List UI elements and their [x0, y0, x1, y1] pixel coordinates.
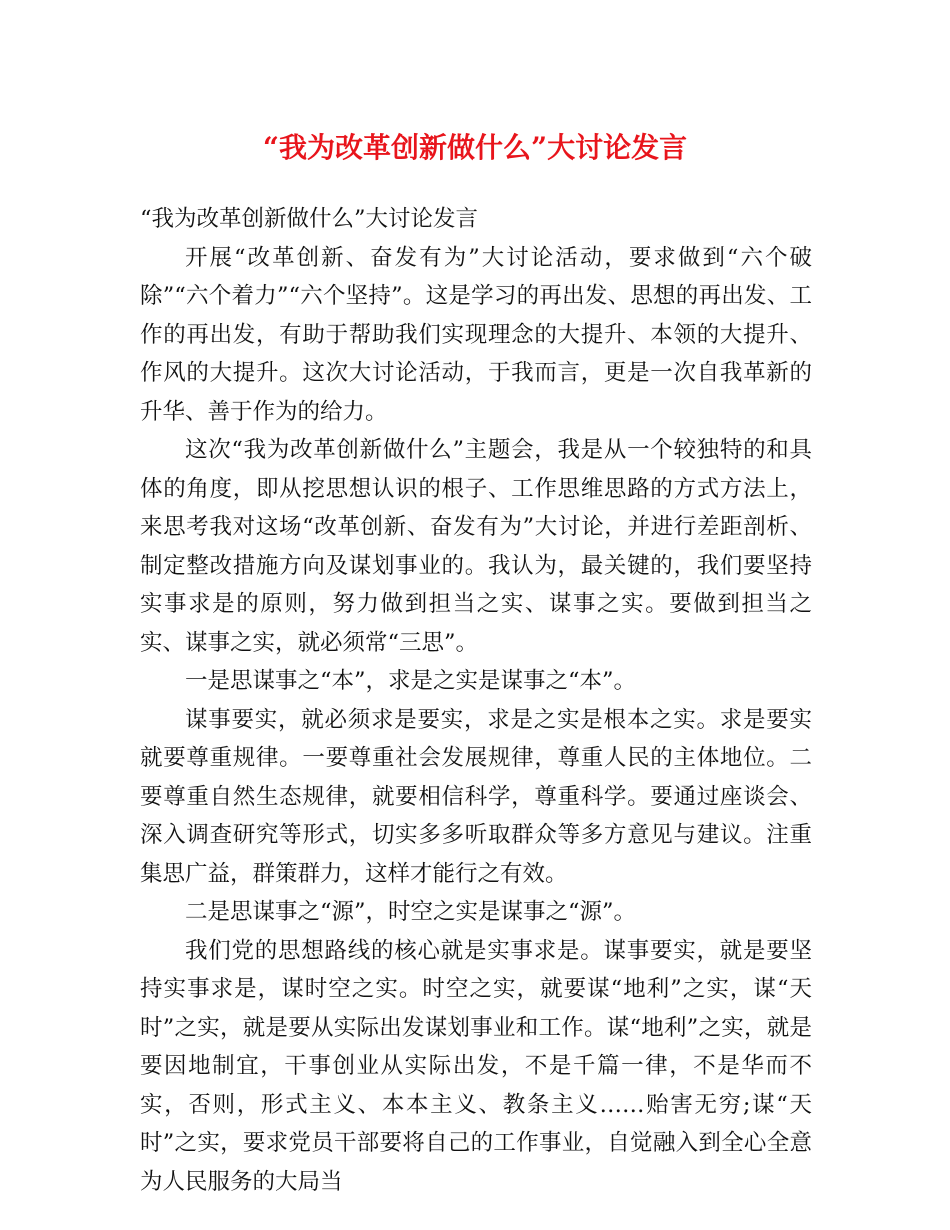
- paragraph: 开展“改革创新、奋发有为”大讨论活动，要求做到“六个破除”“六个着力”“六个坚持”。这是学习的再出发、思想的再出发、工作的再出发，有助于帮助我们实现理念的大提升、本领的大提升、作风的大提升。这次大讨论活动，于我而言，更是一次自我革新的升华、善于作为的给力。: [140, 244, 812, 425]
- paragraph: 一是思谋事之“本”，求是之实是谋事之“本”。: [185, 668, 637, 694]
- paragraph: 谋事要实，就必须求是要实，求是之实是根本之实。求是要实就要尊重规律。一要尊重社会发展规律，尊重人民的主体地位。二要尊重自然生态规律，就要相信科学，尊重科学。要通过座谈会、深入调查研究等形式，切实多多听取群众等多方意见与建议。注重集思广益，群策群力，这样才能行之有效。: [140, 706, 812, 887]
- paragraph: 我们党的思想路线的核心就是实事求是。谋事要实，就是要坚持实事求是，谋时空之实。时空之实，就要谋“地利”之实，谋“天时”之实，就是要从实际出发谋划事业和工作。谋“地利”之实，就是要因地制宜，干事创业从实际出发，不是千篇一律，不是华而不实，否则，形式主义、本本主义、教条主义……贻害无穷;谋“天时”之实，要求党员干部要将自己的工作事业，自觉融入到全心全意为人民服务的大局当: [140, 937, 812, 1195]
- paragraph: 二是思谋事之“源”，时空之实是谋事之“源”。: [185, 899, 637, 925]
- document-body: [140, 200, 812, 1201]
- paragraph-heading: “我为改革创新做什么”大讨论发言: [140, 206, 479, 232]
- document-title: “我为改革创新做什么”大讨论发言: [262, 131, 688, 164]
- paragraph: 这次“我为改革创新做什么”主题会，我是从一个较独特的和具体的角度，即从挖思想认识的根子、工作思维思路的方式方法上，来思考我对这场“改革创新、奋发有为”大讨论，并进行差距剖析、制定整改措施方向及谋划事业的。我认为，最关键的，我们要坚持实事求是的原则，努力做到担当之实、谋事之实。要做到担当之实、谋事之实，就必须常“三思”。: [140, 437, 812, 656]
